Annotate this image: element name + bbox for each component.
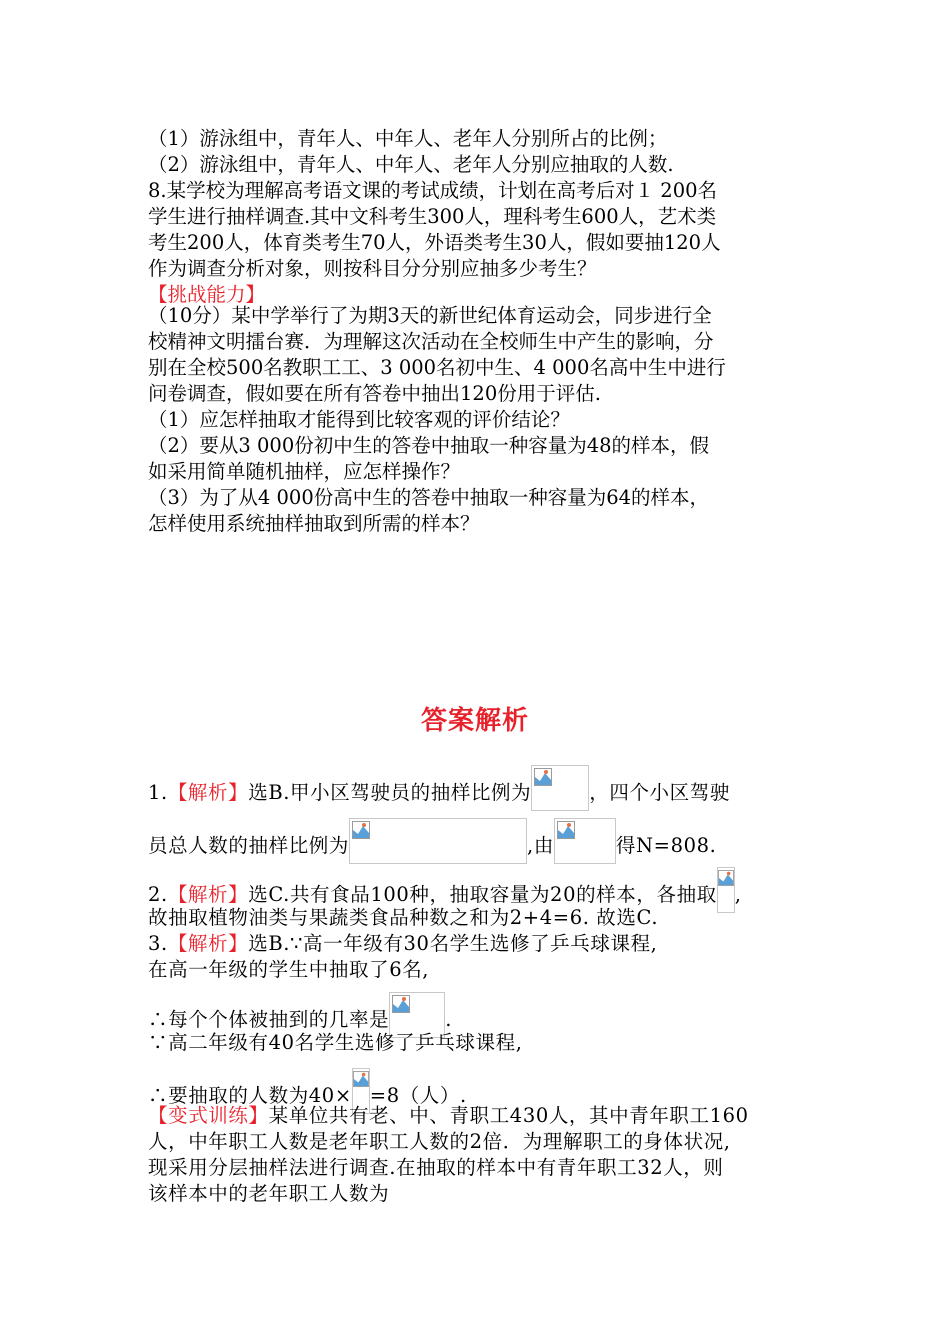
broken-image-icon [718, 870, 734, 886]
answer-text: , [734, 883, 742, 906]
answer-3-line-2: 在高一年级的学生中抽取了6名, [148, 958, 430, 981]
answer-text: 选B.甲小区驾驶员的抽样比例为 [248, 781, 532, 804]
question-8-line: 8.某学校为理解高考语文课的考试成绩，计划在高考后对１ 200名 [148, 179, 718, 202]
answer-number: 3. [148, 932, 168, 955]
answer-number: 1. [148, 781, 168, 804]
answer-1-line-2 [148, 818, 716, 864]
challenge-line: 别在全校500名教职工工、3 000名初中生、4 000名高中生中进行 [148, 356, 726, 379]
variant-line-3: 现采用分层抽样法进行调查.在抽取的样本中有青年职工32人，则 [148, 1156, 724, 1179]
answer-3-line-4: ∵高二年级有40名学生选修了乒乓球课程, [148, 1031, 523, 1054]
challenge-line: （3）为了从4 000份高中生的答卷中抽取一种容量为64的样本， [148, 486, 710, 509]
formula-image [717, 867, 735, 913]
question-8-line: 学生进行抽样调查.其中文科考生300人，理科考生600人，艺术类 [148, 205, 717, 228]
answer-number: 2. [148, 883, 168, 906]
answers-title: 答案解析 [420, 706, 529, 736]
answer-text: ，四个小区驾驶 [589, 781, 730, 804]
broken-image-icon [392, 995, 410, 1013]
analysis-tag: 【解析】 [167, 932, 249, 955]
broken-image-icon [534, 768, 552, 786]
answer-text: 选B.∵高一年级有30名学生选修了乒乓球课程, [248, 932, 658, 955]
challenge-line: （10分）某中学举行了为期3天的新世纪体育运动会，同步进行全 [148, 304, 712, 327]
variant-line-1 [148, 1103, 749, 1129]
question-8-line: 作为调查分析对象，则按科目分分别应抽多少考生？ [148, 257, 597, 280]
answer-3-line-1 [148, 931, 657, 957]
answer-2-line-2: 故抽取植物油类与果蔬类食品种数之和为2+4=6. 故选C. [148, 906, 659, 929]
answer-text: 选C.共有食品100种，抽取容量为20的样本，各抽取 [248, 883, 717, 906]
answer-text: 得N=808. [615, 834, 717, 857]
broken-image-icon [557, 821, 575, 839]
challenge-heading: 【挑战能力】 [148, 283, 266, 306]
answer-text: 员总人数的抽样比例为 [148, 834, 350, 857]
challenge-line: 如采用简单随机抽样，应怎样操作？ [148, 460, 461, 483]
formula-image [531, 765, 589, 811]
variant-text: 某单位共有老、中、青职工430人，其中青年职工160 [268, 1104, 749, 1127]
challenge-line: 校精神文明擂台赛．为理解这次活动在全校师生中产生的影响，分 [148, 330, 714, 353]
challenge-line: 问卷调查，假如要在所有答卷中抽出120份用于评估. [148, 382, 601, 405]
variant-training-tag: 【变式训练】 [148, 1104, 269, 1127]
answer-text: =8（人）. [369, 1084, 467, 1107]
broken-image-icon [352, 821, 370, 839]
broken-image-icon [353, 1071, 369, 1087]
question-7-part-1: （1）游泳组中，青年人、中年人、老年人分别所占的比例； [148, 127, 668, 150]
variant-line-2: 人，中年职工人数是老年职工人数的2倍．为理解职工的身体状况, [148, 1130, 731, 1153]
question-8-line: 考生200人，体育类考生70人，外语类考生30人，假如要抽120人 [148, 231, 721, 254]
analysis-tag: 【解析】 [167, 883, 249, 906]
analysis-tag: 【解析】 [167, 781, 249, 804]
answer-text: ,由 [527, 834, 554, 857]
formula-image [554, 818, 616, 864]
challenge-line: 怎样使用系统抽样抽取到所需的样本？ [148, 512, 480, 535]
challenge-line: （1）应怎样抽取才能得到比较客观的评价结论？ [148, 408, 570, 431]
challenge-line: （2）要从3 000份初中生的答卷中抽取一种容量为48的样本，假 [148, 434, 710, 457]
question-7-part-2: （2）游泳组中，青年人、中年人、老年人分别应抽取的人数. [148, 153, 674, 176]
formula-image [349, 818, 527, 864]
answer-1-line-1 [148, 765, 730, 811]
answer-text: ∴每个个体被抽到的几率是 [148, 1008, 390, 1031]
answer-text: ∴要抽取的人数为40× [148, 1084, 352, 1107]
variant-line-4: 该样本中的老年职工人数为 [148, 1182, 390, 1205]
answer-text: . [445, 1008, 453, 1031]
